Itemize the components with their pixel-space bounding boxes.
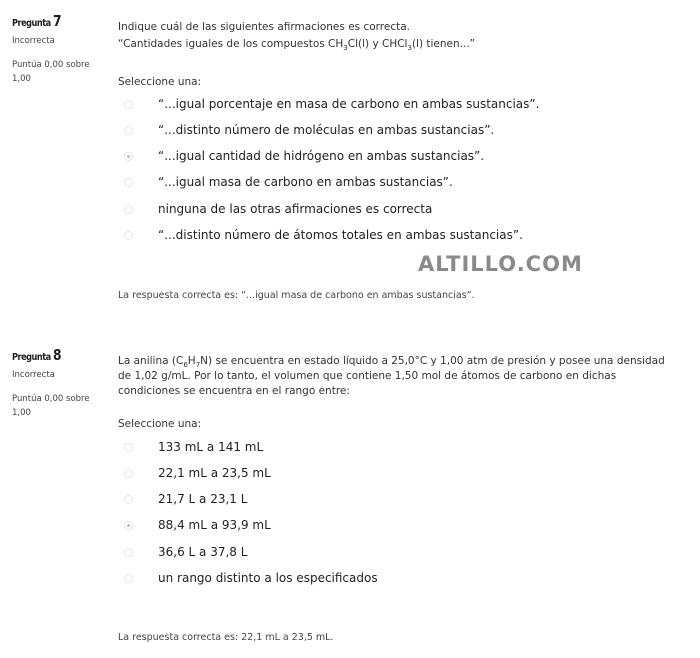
- radio-button[interactable]: [124, 469, 133, 478]
- correct-answer-feedback: La respuesta correcta es: 22,1 mL a 23,5 mL.: [118, 632, 334, 643]
- select-prompt: Seleccione una:: [118, 418, 202, 430]
- question-content: Indique cuál de las siguientes afirmaciones es correcta. “Cantidades iguales de los compuestos $CH_3Cl(l)$ y CHCl$_3$(l) tienen...” Seleccione una: “...igual porcentaje en masa de carbono en ambas sustancias”. “...distinto número de moléculas en ambas sustancias”. “...igual cantidad de hidrógeno en ambas sustancias”. “...igual masa de carbono en ambas sustancias”. ninguna de las otras afirmaciones es correcta “...distinto número de átomos totales en ambas sustancias”. La respuesta correcta es: “...igual masa de carbono en ambas sustancias”.: [118, 20, 678, 52]
- question-grade: Puntúa 0,00 sobre 1,00: [12, 394, 90, 418]
- radio-button[interactable]: [124, 574, 133, 583]
- radio-button[interactable]: [124, 100, 133, 109]
- question-grade: Puntúa 0,00 sobre 1,00: [12, 60, 90, 84]
- radio-button[interactable]: [124, 126, 133, 135]
- question-info: [12, 346, 112, 420]
- radio-button-selected[interactable]: [124, 521, 133, 530]
- radio-button[interactable]: [124, 495, 133, 504]
- question-text: La anilina $(C_6H_7N)$ se encuentra en estado líquido a 25,0°C y 1,00 atm de presión y posee una densidad de 1,02 g/mL. Por lo tanto, el volumen que contiene 1,50 mol de átomos de carbono en dichas condiciones se encuentra en el rango entre:: [118, 355, 665, 397]
- radio-button[interactable]: [124, 443, 133, 452]
- question-state: Incorrecta: [12, 36, 55, 46]
- question-content: La anilina $(C_6H_7N)$ se encuentra en estado líquido a 25,0°C y 1,00 atm de presión y posee una densidad de 1,02 g/mL. Por lo tanto, el volumen que contiene 1,50 mol de átomos de carbono en dichas condiciones se encuentra en el rango entre: Seleccione una: 133 mL a 141 mL 22,1 mL a 23,5 mL 21,7 L a 23,1 L 88,4 mL a 93,9 mL 36,6 L a 37,8 L un rango distinto a los especificados La respuesta correcta es: 22,1 mL a 23,5 mL.: [118, 354, 678, 399]
- select-prompt: Seleccione una:: [118, 76, 202, 88]
- radio-button-selected[interactable]: [124, 152, 133, 161]
- question-text: Indique cuál de las siguientes afirmaciones es correcta. “Cantidades iguales de los compuestos $CH_3Cl(l)$ y CHCl$_3$(l) tienen...”: [118, 21, 476, 52]
- question-number: Pregunta 8: [12, 346, 62, 364]
- watermark: ALTILLO.COM: [418, 252, 583, 276]
- question-state: Incorrecta: [12, 370, 55, 380]
- radio-button[interactable]: [124, 178, 133, 187]
- radio-button[interactable]: [124, 231, 133, 240]
- radio-button[interactable]: [124, 205, 133, 214]
- radio-button[interactable]: [124, 548, 133, 557]
- question-number: Pregunta 7: [12, 12, 62, 30]
- correct-answer-feedback: La respuesta correcta es: “...igual masa de carbono en ambas sustancias”.: [118, 290, 475, 301]
- question-info: [12, 12, 112, 86]
